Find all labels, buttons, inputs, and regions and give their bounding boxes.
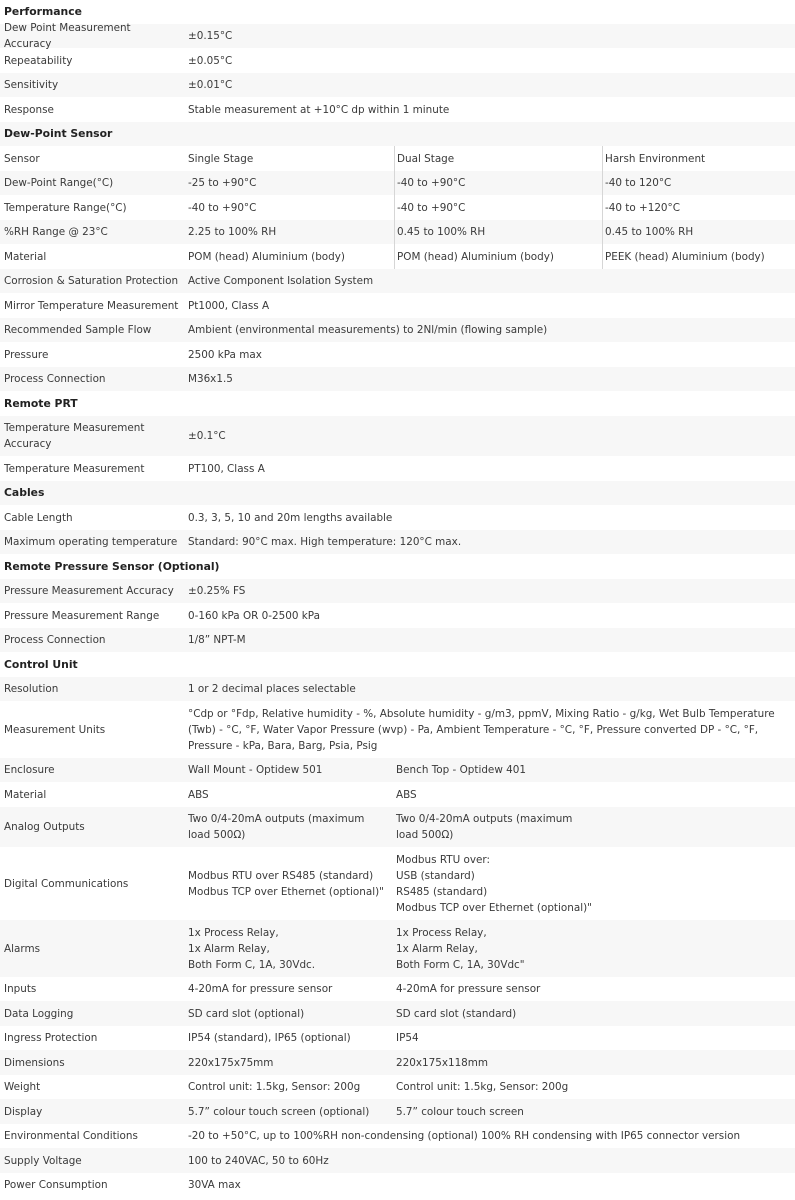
table-row (0, 579, 795, 603)
spec-value: Pt1000, Class A (188, 299, 270, 312)
spec-value: -20 to +50°C, up to 100%RH non-condensing (optional) 100% RH condensing with IP65 connector version (188, 1130, 741, 1142)
table-row (0, 171, 795, 195)
table-row (0, 1075, 795, 1099)
table-row (0, 244, 795, 269)
table-row (0, 220, 795, 244)
spec-label: Mirror Temperature Measurement (4, 299, 179, 312)
spec-value: Harsh Environment (602, 146, 792, 171)
section-title: Cables (4, 486, 45, 499)
spec-value: IP54 (standard), IP65 (optional) (188, 1032, 351, 1044)
spec-label: Temperature Measurement (4, 462, 145, 475)
spec-label: Pressure Measurement Accuracy (4, 585, 174, 597)
spec-value: ABS (396, 788, 417, 801)
spec-label: Weight (4, 1081, 41, 1093)
table-row (0, 456, 795, 481)
spec-value: 30VA max (188, 1179, 241, 1191)
spec-value: -40 to +90°C (394, 171, 599, 195)
spec-label: Repeatability (4, 54, 73, 67)
spec-label: Temperature Measurement Accuracy (4, 422, 145, 450)
spec-value: ±0.15°C (188, 30, 233, 42)
spec-value: 2.25 to 100% RH (188, 226, 277, 238)
section-title: Control Unit (4, 657, 78, 671)
spec-label: Ingress Protection (4, 1032, 98, 1044)
spec-label: Analog Outputs (4, 821, 85, 833)
spec-value: 5.7” colour touch screen (optional) (188, 1105, 370, 1118)
table-row (0, 677, 795, 701)
table-row (0, 530, 795, 554)
spec-value: 1 or 2 decimal places selectable (188, 683, 356, 695)
spec-label: Digital Communications (4, 877, 129, 890)
table-row (0, 293, 795, 318)
section-heading-row (0, 652, 795, 677)
spec-value: 2500 kPa max (188, 348, 262, 361)
spec-value: Two 0/4-20mA outputs (maximum load 500Ω) (188, 813, 365, 841)
spec-value: -40 to 120°C (602, 171, 792, 195)
spec-value: Dual Stage (394, 146, 599, 171)
spec-value: PEEK (head) Aluminium (body) (602, 244, 792, 269)
spec-label: Data Logging (4, 1007, 74, 1020)
spec-value: Control unit: 1.5kg, Sensor: 200g (396, 1081, 569, 1093)
spec-label: Inputs (4, 983, 37, 995)
spec-value: 0.45 to 100% RH (602, 220, 792, 244)
spec-label: Environmental Conditions (4, 1130, 138, 1142)
spec-value: °Cdp or °Fdp, Relative humidity - %, Absolute humidity - g/m3, ppmV, Mixing Ratio - g/kg, Wet Bulb Temperature (Twb) - °C, °F, Water Vapor Pressure (wvp) - Pa, Ambient Temperature - °C, °F, Pressure converted DP - °C, °F, Pressure - kPa, Bara, Barg, Psia, Psig (188, 707, 775, 752)
spec-value: Bench Top - Optidew 401 (396, 764, 526, 776)
spec-label: Response (4, 103, 54, 116)
spec-label: Power Consumption (4, 1179, 108, 1191)
table-row (0, 758, 795, 782)
spec-value: 1x Process Relay, 1x Alarm Relay, Both Form C, 1A, 30Vdc" (396, 926, 525, 971)
spec-label: Material (4, 788, 47, 801)
section-title: Remote PRT (4, 396, 78, 410)
spec-value: ±0.1°C (188, 430, 226, 442)
spec-value: Control unit: 1.5kg, Sensor: 200g (188, 1081, 361, 1093)
spec-value: Stable measurement at +10°C dp within 1 minute (188, 103, 450, 116)
spec-value: Modbus RTU over RS485 (standard) Modbus TCP over Ethernet (optional)" (188, 869, 384, 898)
spec-label: Temperature Range(°C) (4, 201, 127, 214)
spec-label: Cable Length (4, 511, 73, 524)
spec-label: Process Connection (4, 373, 106, 385)
spec-value: Wall Mount - Optidew 501 (188, 764, 323, 776)
spec-value: 1/8” NPT-M (188, 634, 246, 646)
spec-label: Enclosure (4, 764, 55, 776)
spec-value: 220x175x118mm (396, 1056, 489, 1069)
table-row (0, 342, 795, 367)
table-row (0, 920, 795, 977)
spec-value: ±0.25% FS (188, 585, 246, 597)
spec-value: 5.7” colour touch screen (396, 1105, 524, 1118)
spec-label: Pressure (4, 348, 49, 361)
spec-value: 100 to 240VAC, 50 to 60Hz (188, 1154, 329, 1167)
spec-value: 4-20mA for pressure sensor (188, 983, 333, 995)
table-row (0, 1099, 795, 1124)
spec-value: Active Component Isolation System (188, 275, 374, 287)
spec-value: ABS (188, 788, 209, 801)
table-row (0, 73, 795, 97)
spec-value: 0-160 kPa OR 0-2500 kPa (188, 609, 320, 622)
spec-value: M36x1.5 (188, 373, 233, 385)
table-row (0, 1001, 795, 1026)
spec-value: -40 to +90°C (394, 195, 599, 220)
spec-label: Process Connection (4, 634, 106, 646)
spec-label: Dimensions (4, 1056, 65, 1069)
spec-label: Corrosion & Saturation Protection (4, 275, 179, 287)
spec-value: PT100, Class A (188, 462, 265, 475)
spec-value: 0.3, 3, 5, 10 and 20m lengths available (188, 511, 393, 524)
spec-value: IP54 (396, 1032, 419, 1044)
spec-label: Maximum operating temperature (4, 536, 178, 548)
spec-value: 1x Process Relay, 1x Alarm Relay, Both Form C, 1A, 30Vdc. (188, 926, 316, 971)
table-row (0, 416, 795, 456)
table-row (0, 97, 795, 122)
section-heading-row (0, 391, 795, 416)
spec-label: Sensitivity (4, 79, 59, 91)
spec-value: POM (head) Aluminium (body) (394, 244, 599, 269)
spec-label: Supply Voltage (4, 1154, 82, 1167)
spec-value: 220x175x75mm (188, 1056, 274, 1069)
spec-value: ±0.05°C (188, 54, 233, 67)
table-row (0, 318, 795, 342)
spec-label: Dew-Point Range(°C) (4, 177, 114, 189)
section-title: Performance (4, 5, 82, 18)
table-row (0, 1124, 795, 1148)
table-row (0, 807, 795, 847)
table-row (0, 782, 795, 807)
spec-label: Resolution (4, 683, 59, 695)
table-row (0, 701, 795, 758)
spec-value: POM (head) Aluminium (body) (188, 250, 345, 263)
section-title: Remote Pressure Sensor (Optional) (4, 559, 220, 573)
spec-value: -40 to +90°C (188, 201, 257, 214)
table-row (0, 24, 795, 48)
spec-value: -25 to +90°C (188, 177, 257, 189)
spec-value: Ambient (environmental measurements) to 2Nl/min (flowing sample) (188, 324, 548, 336)
section-heading-row (0, 122, 795, 146)
spec-value: ±0.01°C (188, 79, 233, 91)
spec-value: Modbus RTU over: USB (standard) RS485 (standard) Modbus TCP over Ethernet (optional)" (396, 853, 592, 914)
spec-label: Alarms (4, 942, 40, 955)
spec-label: Pressure Measurement Range (4, 609, 160, 622)
spec-label: Measurement Units (4, 723, 106, 736)
spec-value: 4-20mA for pressure sensor (396, 983, 541, 995)
section-heading-row (0, 481, 795, 505)
spec-value: Two 0/4-20mA outputs (maximum load 500Ω) (396, 813, 573, 841)
table-row (0, 195, 795, 220)
table-header-row (0, 146, 795, 171)
table-row (0, 269, 795, 293)
table-row (0, 48, 795, 73)
table-row (0, 1050, 795, 1075)
table-row (0, 977, 795, 1001)
spec-label: %RH Range @ 23°C (4, 226, 108, 238)
table-row (0, 1026, 795, 1050)
spec-label: Sensor (4, 152, 40, 165)
spec-value: Standard: 90°C max. High temperature: 120°C max. (188, 536, 462, 548)
spec-label: Material (4, 250, 47, 263)
table-row (0, 603, 795, 628)
spec-value: Single Stage (188, 152, 254, 165)
spec-label: Dew Point Measurement Accuracy (4, 22, 131, 50)
spec-value: SD card slot (optional) (188, 1007, 305, 1020)
table-row (0, 505, 795, 530)
section-title: Dew-Point Sensor (4, 127, 113, 140)
spec-value: -40 to +120°C (602, 195, 792, 220)
spec-value: SD card slot (standard) (396, 1007, 517, 1020)
section-heading-row (0, 554, 795, 579)
table-row (0, 1148, 795, 1173)
table-row (0, 847, 795, 920)
spec-value: 0.45 to 100% RH (394, 220, 599, 244)
spec-label: Recommended Sample Flow (4, 324, 152, 336)
table-row (0, 367, 795, 391)
spec-label: Display (4, 1105, 43, 1118)
table-row (0, 1173, 795, 1197)
table-row (0, 628, 795, 652)
